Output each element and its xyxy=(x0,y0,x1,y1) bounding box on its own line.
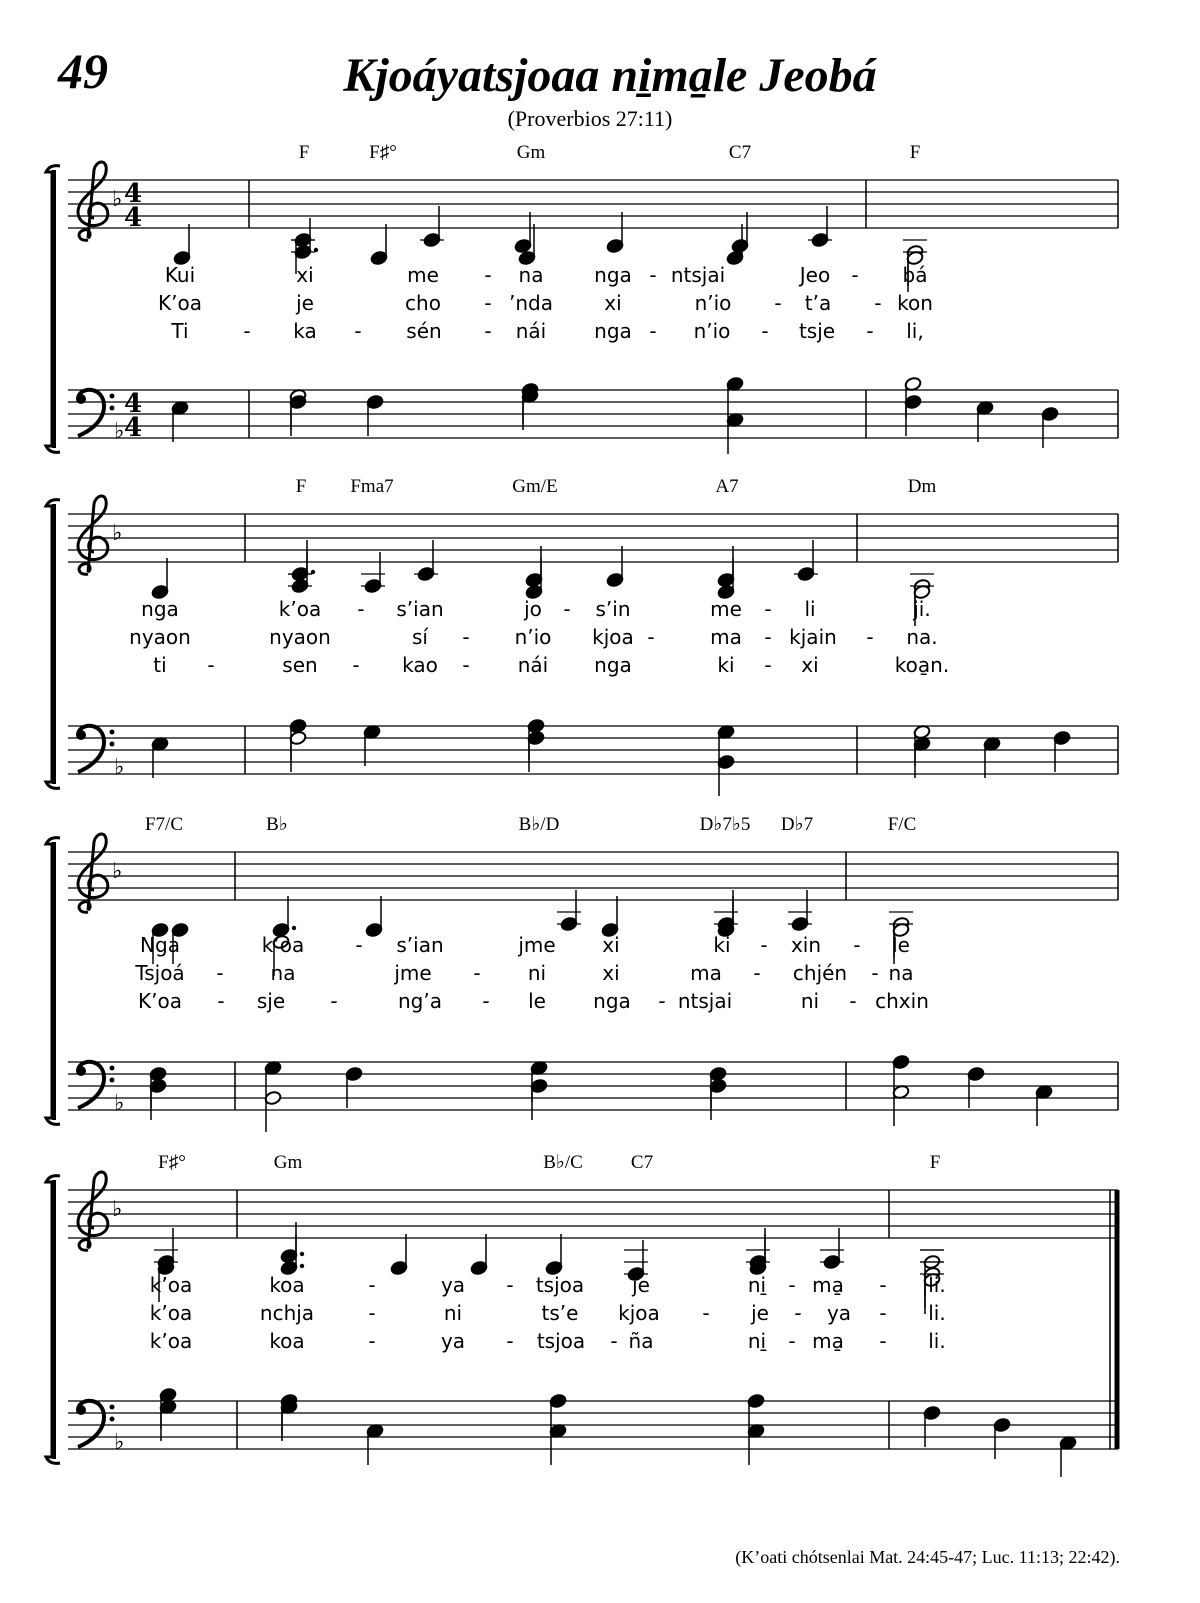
lyric-syllable: koa̱n. xyxy=(894,653,950,677)
lyric-syllable: je xyxy=(751,1301,769,1325)
lyric-syllable: li. xyxy=(928,1301,946,1325)
chord-symbol: Dm xyxy=(907,476,937,497)
lyric-syllable: tsjoa xyxy=(535,1273,585,1297)
lyric-syllable: ka xyxy=(293,319,317,343)
chord-symbol: Gm xyxy=(516,142,546,163)
lyric-syllable: ts’e xyxy=(541,1301,579,1325)
lyric-syllable: le xyxy=(528,989,546,1013)
lyric-syllable: - xyxy=(563,597,571,621)
lyric-syllable: na. xyxy=(906,625,938,649)
lyric-syllable: - xyxy=(879,1273,887,1297)
lyric-syllable: - xyxy=(764,625,772,649)
lyric-syllable: - xyxy=(774,291,782,315)
treble-note-dot xyxy=(300,1252,304,1256)
lyric-syllable: chxin xyxy=(875,989,929,1013)
lyric-syllable: s’in xyxy=(595,597,631,621)
lyric-syllable: jme xyxy=(518,933,556,957)
lyric-syllable: - xyxy=(658,989,666,1013)
key-signature-flat-icon: ♭ xyxy=(112,1197,123,1222)
lyric-syllable: - xyxy=(330,989,338,1013)
lyric-syllable: nga xyxy=(141,597,179,621)
lyric-syllable: - xyxy=(484,291,492,315)
lyric-syllable: na xyxy=(270,961,296,985)
lyric-syllable: ya xyxy=(440,1273,466,1297)
lyric-syllable: li. xyxy=(928,1329,946,1353)
time-signature-top: 4 xyxy=(124,389,143,419)
lyric-syllable: ni̱ xyxy=(747,1273,767,1297)
lyric-syllable: - xyxy=(649,319,657,343)
bass-clef-icon xyxy=(76,1401,115,1447)
lyric-syllable: sí xyxy=(412,625,428,649)
lyric-syllable: - xyxy=(484,319,492,343)
chord-symbol: D♭7♭5 xyxy=(699,814,751,835)
lyric-syllable: ki xyxy=(717,653,735,677)
lyric-syllable: ma xyxy=(690,961,722,985)
bass-clef-icon xyxy=(76,726,115,772)
lyric-syllable: - xyxy=(368,1273,376,1297)
lyric-syllable: kon xyxy=(897,291,933,315)
lyric-syllable: nga xyxy=(594,319,632,343)
lyric-syllable: Tsjoá xyxy=(135,961,185,985)
lyric-syllable: k’oa xyxy=(261,933,305,957)
bass-clef-dot xyxy=(110,394,115,399)
chord-symbol: F xyxy=(909,142,921,163)
chord-symbol: F xyxy=(295,476,307,497)
lyric-syllable: kjain xyxy=(789,625,837,649)
time-signature-bottom: 4 xyxy=(124,203,143,233)
lyric-syllable: je xyxy=(632,1273,650,1297)
bass-clef-icon xyxy=(76,1062,115,1108)
lyric-syllable: Kui xyxy=(164,263,196,287)
lyric-syllable: - xyxy=(368,1301,376,1325)
lyric-syllable: nái xyxy=(517,653,549,677)
bass-clef-dot xyxy=(110,1417,115,1422)
treble-note-dot xyxy=(300,1264,304,1268)
treble-note-dot xyxy=(292,926,296,930)
lyric-syllable: sje xyxy=(256,989,286,1013)
lyric-syllable: - xyxy=(760,933,768,957)
lyric-syllable: - xyxy=(462,653,470,677)
lyric-syllable: xin xyxy=(790,933,822,957)
lyric-syllable: - xyxy=(243,319,251,343)
lyric-syllable: tsjoa xyxy=(536,1329,586,1353)
bass-clef-dot xyxy=(76,394,86,404)
lyric-syllable: ni xyxy=(527,961,547,985)
key-signature-flat-icon: ♭ xyxy=(114,755,125,780)
lyric-syllable: Ti xyxy=(171,319,189,343)
lyric-syllable: ni xyxy=(800,989,820,1013)
lyric-syllable: - xyxy=(482,989,490,1013)
lyric-syllable: k’oa xyxy=(149,1301,193,1325)
lyric-syllable: - xyxy=(506,1273,514,1297)
lyric-syllable: - xyxy=(216,961,224,985)
lyric-syllable: - xyxy=(207,653,215,677)
time-signature-bottom: 4 xyxy=(124,413,143,443)
footer-reference: (K’oati chótsenlai Mat. 24:45-47; Luc. 11:13; 22:42). xyxy=(735,1547,1120,1567)
lyric-syllable: - xyxy=(764,653,772,677)
chord-symbol: C7 xyxy=(630,1152,654,1173)
lyric-syllable: sen xyxy=(282,653,318,677)
chord-symbol: B♭ xyxy=(266,814,288,835)
chord-symbol: F♯° xyxy=(369,142,397,163)
bass-clef-dot xyxy=(110,1078,115,1083)
chord-symbol: F7/C xyxy=(144,814,184,835)
bass-clef-dot xyxy=(110,742,115,747)
bass-clef-icon xyxy=(76,390,115,436)
song-number: 49 xyxy=(58,43,108,99)
lyric-syllable: - xyxy=(794,1301,802,1325)
bass-clef-dot xyxy=(76,1066,86,1076)
lyric-syllable: - xyxy=(761,319,769,343)
lyric-syllable: - xyxy=(352,653,360,677)
lyric-syllable: - xyxy=(866,319,874,343)
lyric-syllable: ng’a xyxy=(398,989,442,1013)
lyric-syllable: - xyxy=(473,961,481,985)
lyric-syllable: na xyxy=(518,263,544,287)
lyric-syllable: li, xyxy=(906,319,924,343)
lyric-syllable: le xyxy=(892,933,910,957)
lyric-syllable: Jeo xyxy=(799,263,831,287)
chord-symbol: D♭7 xyxy=(780,814,814,835)
lyric-syllable: nga xyxy=(594,653,632,677)
lyric-syllable: cho xyxy=(405,291,441,315)
lyric-syllable: k’oa xyxy=(149,1329,193,1353)
lyric-syllable: li xyxy=(804,597,816,621)
lyric-syllable: chjén xyxy=(792,961,848,985)
chord-symbol: F xyxy=(929,1152,941,1173)
lyric-syllable: ntsjai xyxy=(677,989,733,1013)
key-signature-flat-icon: ♭ xyxy=(114,1430,125,1455)
lyric-syllable: ña xyxy=(628,1329,654,1353)
lyric-syllable: - xyxy=(866,625,874,649)
lyric-syllable: ya xyxy=(826,1301,852,1325)
lyric-syllable: - xyxy=(853,933,861,957)
lyric-syllable: ni xyxy=(443,1301,463,1325)
lyric-syllable: jme xyxy=(394,961,432,985)
lyric-syllable: ti xyxy=(153,653,167,677)
chord-symbol: A7 xyxy=(715,476,739,497)
key-signature-flat-icon: ♭ xyxy=(112,521,123,546)
lyric-syllable: nchja xyxy=(259,1301,315,1325)
song-title: Kjoáyatsjoaa ni̱ma̱le Jeobá xyxy=(343,49,877,102)
lyric-syllable: - xyxy=(506,1329,514,1353)
lyric-syllable: xi xyxy=(602,933,620,957)
lyric-syllable: ni̱ xyxy=(747,1329,767,1353)
lyric-syllable: - xyxy=(649,263,657,287)
lyric-syllable: li. xyxy=(928,1273,946,1297)
bass-clef-dot xyxy=(110,730,115,735)
lyric-syllable: n’io xyxy=(514,625,552,649)
chord-symbol: B♭/C xyxy=(543,1152,583,1173)
lyric-syllable: nga xyxy=(593,989,631,1013)
chord-symbol: Gm xyxy=(273,1152,303,1173)
chord-symbol: Gm/E xyxy=(512,476,558,497)
lyric-syllable: kjoa xyxy=(618,1301,660,1325)
scripture-subtitle: (Proverbios 27:11) xyxy=(507,106,673,131)
lyric-syllable: ji. xyxy=(913,597,931,621)
lyric-syllable: s’ian xyxy=(396,597,444,621)
lyric-syllable: - xyxy=(484,263,492,287)
lyric-syllable: - xyxy=(871,961,879,985)
chord-symbol: F/C xyxy=(887,814,917,835)
key-signature-flat-icon: ♭ xyxy=(114,1091,125,1116)
bass-clef-dot xyxy=(76,1405,86,1415)
lyric-syllable: - xyxy=(879,1301,887,1325)
lyric-syllable: ya xyxy=(440,1329,466,1353)
lyric-syllable: - xyxy=(462,625,470,649)
lyric-syllable: sén xyxy=(406,319,442,343)
lyric-syllable: k’oa xyxy=(149,1273,193,1297)
lyric-syllable: ma̱ xyxy=(812,1329,844,1353)
lyric-syllable: - xyxy=(357,597,365,621)
lyric-syllable: - xyxy=(354,319,362,343)
chord-symbol: C7 xyxy=(728,142,752,163)
lyric-syllable: - xyxy=(851,263,859,287)
lyric-syllable: nga xyxy=(594,263,632,287)
key-signature-flat-icon: ♭ xyxy=(112,859,123,884)
lyric-syllable: ma xyxy=(710,625,742,649)
lyric-syllable: ntsjai xyxy=(670,263,726,287)
lyric-syllable: - xyxy=(788,1329,796,1353)
lyric-syllable: n’io xyxy=(694,291,732,315)
lyric-syllable: t’a xyxy=(804,291,832,315)
lyric-syllable: n’io xyxy=(693,319,731,343)
chord-symbol: F♯° xyxy=(158,1152,186,1173)
lyric-syllable: koa xyxy=(269,1329,305,1353)
lyric-syllable: Nga xyxy=(140,933,180,957)
lyric-syllable: - xyxy=(849,989,857,1013)
lyric-syllable: jo xyxy=(524,597,542,621)
lyric-syllable: tsje xyxy=(798,319,836,343)
key-signature-flat-icon: ♭ xyxy=(112,187,123,212)
lyric-syllable: kjoa xyxy=(592,625,634,649)
bass-clef-dot xyxy=(110,1066,115,1071)
lyric-syllable: xi xyxy=(801,653,819,677)
lyric-syllable: nyaon xyxy=(269,625,331,649)
lyric-syllable: - xyxy=(879,1329,887,1353)
chord-symbol: Fma7 xyxy=(350,476,394,497)
lyric-syllable: ki xyxy=(713,933,731,957)
lyric-syllable: s’ian xyxy=(396,933,444,957)
lyric-syllable: - xyxy=(355,933,363,957)
lyric-syllable: ma̱ xyxy=(812,1273,844,1297)
lyric-syllable: je xyxy=(296,291,314,315)
lyric-syllable: xi xyxy=(602,961,620,985)
lyric-syllable: - xyxy=(647,625,655,649)
time-signature-top: 4 xyxy=(124,179,143,209)
lyric-syllable: ’nda xyxy=(509,291,553,315)
lyric-syllable: xi xyxy=(296,263,314,287)
lyric-syllable: xi xyxy=(604,291,622,315)
lyric-syllable: K’oa xyxy=(158,291,202,315)
bass-clef-dot xyxy=(110,1405,115,1410)
lyric-syllable: - xyxy=(753,961,761,985)
lyric-syllable: me xyxy=(407,263,439,287)
chord-symbol: B♭/D xyxy=(518,814,560,835)
lyric-syllable: - xyxy=(788,1273,796,1297)
bass-clef-dot xyxy=(76,730,86,740)
lyric-syllable: - xyxy=(764,597,772,621)
lyric-syllable: na xyxy=(888,961,914,985)
lyric-syllable: bá xyxy=(902,263,928,287)
lyric-syllable: nyaon xyxy=(129,625,191,649)
lyric-syllable: me xyxy=(710,597,742,621)
lyric-syllable: - xyxy=(874,291,882,315)
bass-clef-dot xyxy=(110,406,115,411)
lyric-syllable: - xyxy=(610,1329,618,1353)
lyric-syllable: nái xyxy=(515,319,547,343)
lyric-syllable: - xyxy=(217,989,225,1013)
lyric-syllable: koa xyxy=(269,1273,305,1297)
lyric-syllable: kao xyxy=(402,653,438,677)
lyric-syllable: - xyxy=(702,1301,710,1325)
chord-symbol: F xyxy=(298,142,310,163)
lyric-syllable: - xyxy=(368,1329,376,1353)
key-signature-flat-icon: ♭ xyxy=(114,419,125,444)
lyric-syllable: K’oa xyxy=(138,989,182,1013)
lyric-syllable: k’oa xyxy=(278,597,322,621)
